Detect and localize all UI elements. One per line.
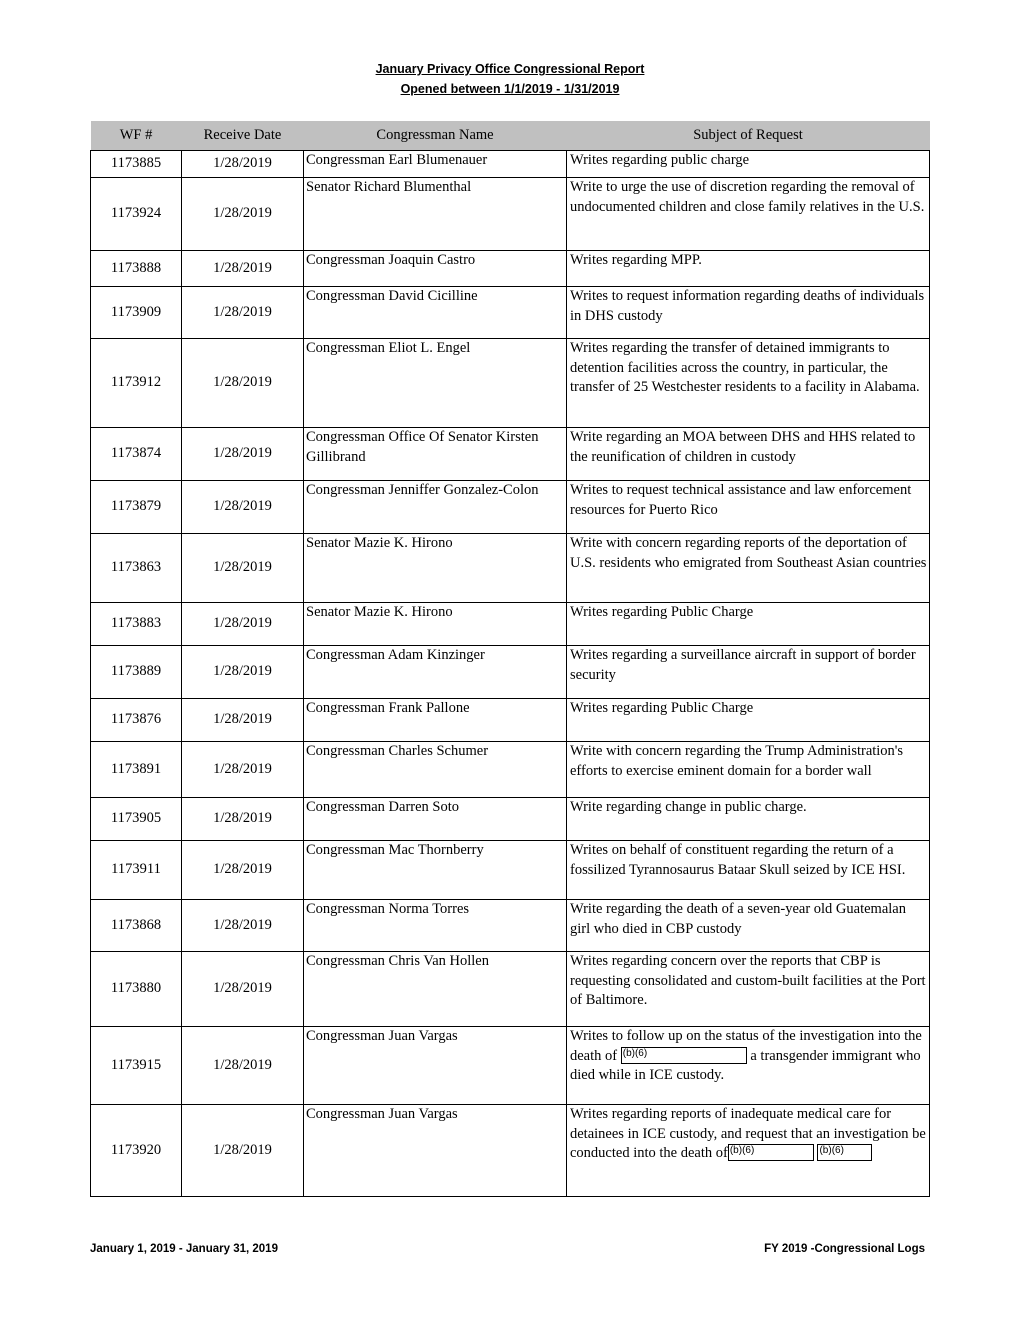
cell-subject: Writes regarding a surveillance aircraft in support of border security xyxy=(567,646,930,699)
cell-subject: Write with concern regarding reports of the deportation of U.S. residents who emigrated from Southeast Asian countries xyxy=(567,534,930,603)
cell-date: 1/28/2019 xyxy=(182,742,304,798)
table-row xyxy=(91,1027,930,1105)
cell-name: Congressman Earl Blumenauer xyxy=(304,151,567,178)
table-row xyxy=(91,798,930,841)
cell-name: Congressman Joaquin Castro xyxy=(304,251,567,287)
table-row xyxy=(91,699,930,742)
cell-date: 1/28/2019 xyxy=(182,603,304,646)
cell-name: Senator Mazie K. Hirono xyxy=(304,534,567,603)
cell-subject: Write regarding an MOA between DHS and HHS related to the reunification of children in custody xyxy=(567,428,930,481)
cell-subject: Writes regarding public charge xyxy=(567,151,930,178)
cell-date: 1/28/2019 xyxy=(182,841,304,900)
cell-date: 1/28/2019 xyxy=(182,1105,304,1197)
cell-wf: 1173924 xyxy=(91,178,182,251)
cell-name: Congressman Office Of Senator Kirsten Gillibrand xyxy=(304,428,567,481)
report-subtitle: Opened between 1/1/2019 - 1/31/2019 xyxy=(400,82,620,96)
cell-wf: 1173868 xyxy=(91,900,182,952)
table-row xyxy=(91,251,930,287)
cell-date: 1/28/2019 xyxy=(182,428,304,481)
cell-name: Congressman Adam Kinzinger xyxy=(304,646,567,699)
cell-subject: Writes regarding MPP. xyxy=(567,251,930,287)
cell-date: 1/28/2019 xyxy=(182,481,304,534)
cell-date: 1/28/2019 xyxy=(182,798,304,841)
cell-wf: 1173880 xyxy=(91,952,182,1027)
cell-wf: 1173879 xyxy=(91,481,182,534)
cell-date: 1/28/2019 xyxy=(182,952,304,1027)
cell-name: Congressman Darren Soto xyxy=(304,798,567,841)
cell-wf: 1173889 xyxy=(91,646,182,699)
table-row xyxy=(91,339,930,428)
cell-subject: Writes regarding Public Charge xyxy=(567,699,930,742)
cell-subject xyxy=(567,1027,930,1105)
cell-wf: 1173863 xyxy=(91,534,182,603)
table-row xyxy=(91,481,930,534)
cell-wf: 1173888 xyxy=(91,251,182,287)
table-row xyxy=(91,1105,930,1197)
cell-date: 1/28/2019 xyxy=(182,339,304,428)
cell-name: Congressman Chris Van Hollen xyxy=(304,952,567,1027)
table-row xyxy=(91,287,930,339)
cell-wf: 1173911 xyxy=(91,841,182,900)
cell-wf: 1173891 xyxy=(91,742,182,798)
header-congressman-name: Congressman Name xyxy=(304,121,567,151)
cell-subject: Write to urge the use of discretion regarding the removal of undocumented children and close family relatives in the U.S. xyxy=(567,178,930,251)
table-row xyxy=(91,428,930,481)
cell-wf: 1173915 xyxy=(91,1027,182,1105)
footer-date-range: January 1, 2019 - January 31, 2019 xyxy=(90,1243,278,1255)
subject-text-continued: a transgender immigrant who died while in ICE custody. xyxy=(570,1047,921,1083)
cell-date: 1/28/2019 xyxy=(182,151,304,178)
cell-name: Congressman Frank Pallone xyxy=(304,699,567,742)
cell-wf: 1173920 xyxy=(91,1105,182,1197)
table-header-row xyxy=(91,121,930,151)
cell-date: 1/28/2019 xyxy=(182,699,304,742)
redaction-box: (b)(6) xyxy=(621,1047,747,1064)
redaction-box: (b)(6) xyxy=(728,1144,814,1161)
cell-date: 1/28/2019 xyxy=(182,251,304,287)
subject-text: Writes regarding reports of inadequate medical care for detainees in ICE custody, and request that an investigation be conducted into the death of xyxy=(570,1106,926,1161)
cell-name: Congressman Mac Thornberry xyxy=(304,841,567,900)
cell-subject: Writes regarding Public Charge xyxy=(567,603,930,646)
congressional-report-table xyxy=(90,121,930,1197)
cell-name: Congressman Charles Schumer xyxy=(304,742,567,798)
cell-subject: Writes to request technical assistance and law enforcement resources for Puerto Rico xyxy=(567,481,930,534)
cell-wf: 1173885 xyxy=(91,151,182,178)
cell-name: Congressman Jenniffer Gonzalez-Colon xyxy=(304,481,567,534)
cell-subject: Writes regarding concern over the reports that CBP is requesting consolidated and custom-built facilities at the Port of Baltimore. xyxy=(567,952,930,1027)
cell-wf: 1173905 xyxy=(91,798,182,841)
cell-date: 1/28/2019 xyxy=(182,900,304,952)
cell-subject: Write regarding change in public charge. xyxy=(567,798,930,841)
table-row xyxy=(91,742,930,798)
cell-name: Senator Mazie K. Hirono xyxy=(304,603,567,646)
table-row xyxy=(91,534,930,603)
cell-subject: Writes on behalf of constituent regarding the return of a fossilized Tyrannosaurus Bataar Skull seized by ICE HSI. xyxy=(567,841,930,900)
cell-date: 1/28/2019 xyxy=(182,534,304,603)
subject-text: Writes to follow up on the status of the investigation into the death of xyxy=(570,1028,922,1064)
cell-name: Congressman Norma Torres xyxy=(304,900,567,952)
cell-subject xyxy=(567,1105,930,1197)
table-row xyxy=(91,646,930,699)
cell-subject: Writes to request information regarding deaths of individuals in DHS custody xyxy=(567,287,930,339)
cell-name: Congressman Eliot L. Engel xyxy=(304,339,567,428)
cell-wf: 1173874 xyxy=(91,428,182,481)
cell-date: 1/28/2019 xyxy=(182,1027,304,1105)
cell-name: Congressman Juan Vargas xyxy=(304,1105,567,1197)
table-row xyxy=(91,900,930,952)
table-row xyxy=(91,178,930,251)
table-row xyxy=(91,603,930,646)
cell-subject: Write regarding the death of a seven-year old Guatemalan girl who died in CBP custody xyxy=(567,900,930,952)
cell-wf: 1173909 xyxy=(91,287,182,339)
cell-wf: 1173876 xyxy=(91,699,182,742)
cell-subject: Write with concern regarding the Trump Administration's efforts to exercise eminent domain for a border wall xyxy=(567,742,930,798)
header-wf-number: WF # xyxy=(91,121,182,151)
table-row xyxy=(91,841,930,900)
table-row xyxy=(91,952,930,1027)
cell-date: 1/28/2019 xyxy=(182,646,304,699)
footer-log-label: FY 2019 -Congressional Logs xyxy=(764,1243,925,1255)
cell-name: Congressman David Cicilline xyxy=(304,287,567,339)
cell-wf: 1173883 xyxy=(91,603,182,646)
redaction-box: (b)(6) xyxy=(817,1144,872,1161)
cell-name: Congressman Juan Vargas xyxy=(304,1027,567,1105)
table-row xyxy=(91,151,930,178)
cell-wf: 1173912 xyxy=(91,339,182,428)
header-receive-date: Receive Date xyxy=(182,121,304,151)
cell-name: Senator Richard Blumenthal xyxy=(304,178,567,251)
cell-subject: Writes regarding the transfer of detained immigrants to detention facilities across the country, in particular, the transfer of 25 Westchester residents to a facility in Alabama. xyxy=(567,339,930,428)
cell-date: 1/28/2019 xyxy=(182,178,304,251)
header-subject: Subject of Request xyxy=(567,121,930,151)
cell-date: 1/28/2019 xyxy=(182,287,304,339)
report-title: January Privacy Office Congressional Report xyxy=(375,62,645,76)
